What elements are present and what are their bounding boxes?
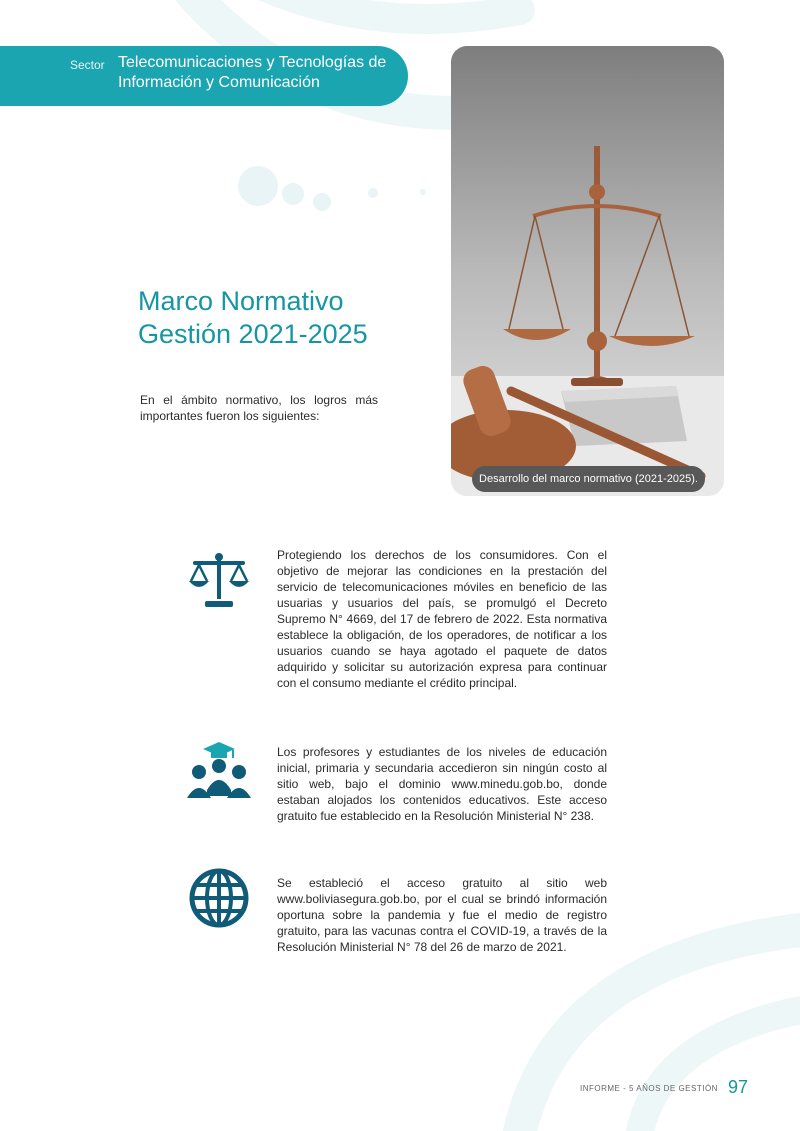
page-number: 97 <box>728 1077 749 1097</box>
sector-prefix: Sector <box>70 58 105 72</box>
students-graduation-icon <box>187 740 251 804</box>
globe-icon <box>187 866 251 930</box>
sector-banner <box>0 46 408 106</box>
scales-and-gavel-illustration <box>451 46 724 496</box>
page-title: Marco Normativo Gestión 2021-2025 <box>138 286 368 349</box>
footer-report-label: INFORME - 5 AÑOS DE GESTIÓN <box>580 1084 718 1093</box>
item-text-minedu: Los profesores y estudiantes de los niveles de educación inicial, primaria y secundaria accedieron sin ningún costo al sitio web, bajo el dominio www.minedu.gob.bo, donde estaban alojados los contenidos educativos. Este acceso gratuito fue establecido en la Resolución Ministerial N° 238. <box>277 745 607 823</box>
item-text-consumer-rights: Protegiendo los derechos de los consumidores. Con el objetivo de mejorar las condiciones en la prestación del servicio de telecomunicaciones móviles en beneficio de las usuarias y usuarios del país, se promulgó el Decreto Supremo N° 4669, del 17 de febrero de 2022. Esta normativa establece la obligación, de los operadores, de notificar a los usuarios cuando se haya agotado el paquete de datos adquirido y solicitar su autorización expresa para continuar con el consumo mediante el crédito principal. <box>277 548 607 690</box>
item-text-boliviasegura: Se estableció el acceso gratuito al sitio web www.boliviasegura.gob.bo, por el cual se brindó información oportuna sobre la pandemia y fue el medio de registro gratuito, para las vacunas contra el COVID-19, a través de la Resolución Ministerial N° 78 del 26 de marzo de 2021. <box>277 876 607 954</box>
photo-caption: Desarrollo del marco normativo (2021-2025). <box>472 466 705 492</box>
justice-scales-photo <box>451 46 724 496</box>
sector-title: Telecomunicaciones y Tecnologías de Información y Comunicación <box>118 54 387 91</box>
intro-paragraph: En el ámbito normativo, los logros más importantes fueron los siguientes: <box>140 393 378 423</box>
scales-icon <box>187 547 251 611</box>
